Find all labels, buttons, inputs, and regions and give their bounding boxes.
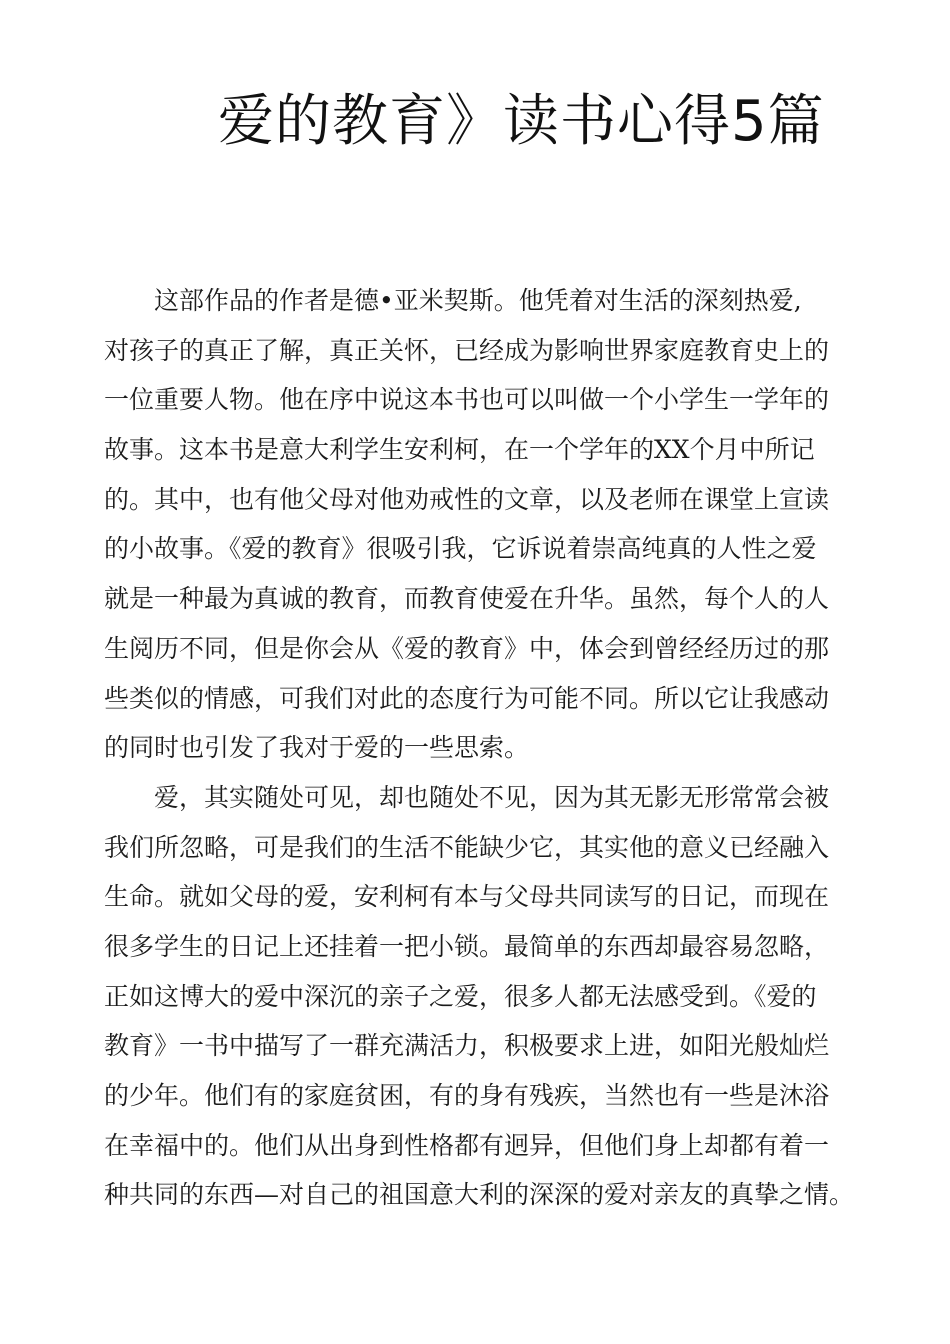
- text-line: 我们所忽略，可是我们的生活不能缺少它，其实他的意义已经融入: [104, 832, 830, 862]
- text-line: 爱，其实随处可见，却也随处不见，因为其无影无形常常会被: [154, 782, 830, 812]
- paragraph-1: [104, 276, 854, 773]
- text-line: 生阅历不同，但是你会从《爱的教育》中，体会到曾经经历过的那: [104, 633, 830, 663]
- text-line: 的。其中，也有他父母对他劝戒性的文章，以及老师在课堂上宣读: [104, 484, 830, 514]
- text-line: 的少年。他们有的家庭贫困，有的身有残疾，当然也有一些是沐浴: [104, 1081, 830, 1110]
- text-line: 对孩子的真正了解，真正关怀，已经成为影响世界家庭教育史上的: [104, 335, 830, 365]
- document-title: 爱的教育》读书心得5篇: [218, 89, 825, 154]
- text-line: 生命。就如父母的爱，安利柯有本与父母共同读写的日记，而现在: [104, 882, 830, 912]
- document-body: [104, 276, 854, 1220]
- text-line: 种共同的东西—对自己的祖国意大利的深深的爱对亲友的真挚之情。: [104, 1180, 855, 1210]
- text-line: 这部作品的作者是德•亚米契斯。他凭着对生活的深刻热爱,: [154, 286, 802, 315]
- text-line: 就是一种最为真诚的教育，而教育使爱在升华。虽然，每个人的人: [104, 584, 830, 614]
- text-line: 的同时也引发了我对于爱的一些思索。: [104, 733, 530, 763]
- paragraph-2: [104, 773, 854, 1220]
- text-line: 教育》一书中描写了一群充满活力，积极要求上进，如阳光般灿烂: [104, 1031, 830, 1061]
- text-line: 的小故事。《爱的教育》很吸引我，它诉说着崇高纯真的人性之爱: [104, 534, 817, 564]
- text-line: 正如这博大的爱中深沉的亲子之爱，很多人都无法感受到。《爱的: [104, 981, 817, 1011]
- text-line: 在幸福中的。他们从出身到性格都有迥异，但他们身上却都有着一: [104, 1130, 830, 1160]
- text-line: 一位重要人物。他在序中说这本书也可以叫做一个小学生一学年的: [104, 385, 830, 415]
- text-line: 很多学生的日记上还挂着一把小锁。最简单的东西却最容易忽略，: [104, 931, 830, 961]
- text-line: 故事。这本书是意大利学生安利柯，在一个学年的XX个月中所记: [104, 435, 815, 465]
- text-line: 些类似的情感，可我们对此的态度行为可能不同。所以它让我感动: [104, 683, 830, 713]
